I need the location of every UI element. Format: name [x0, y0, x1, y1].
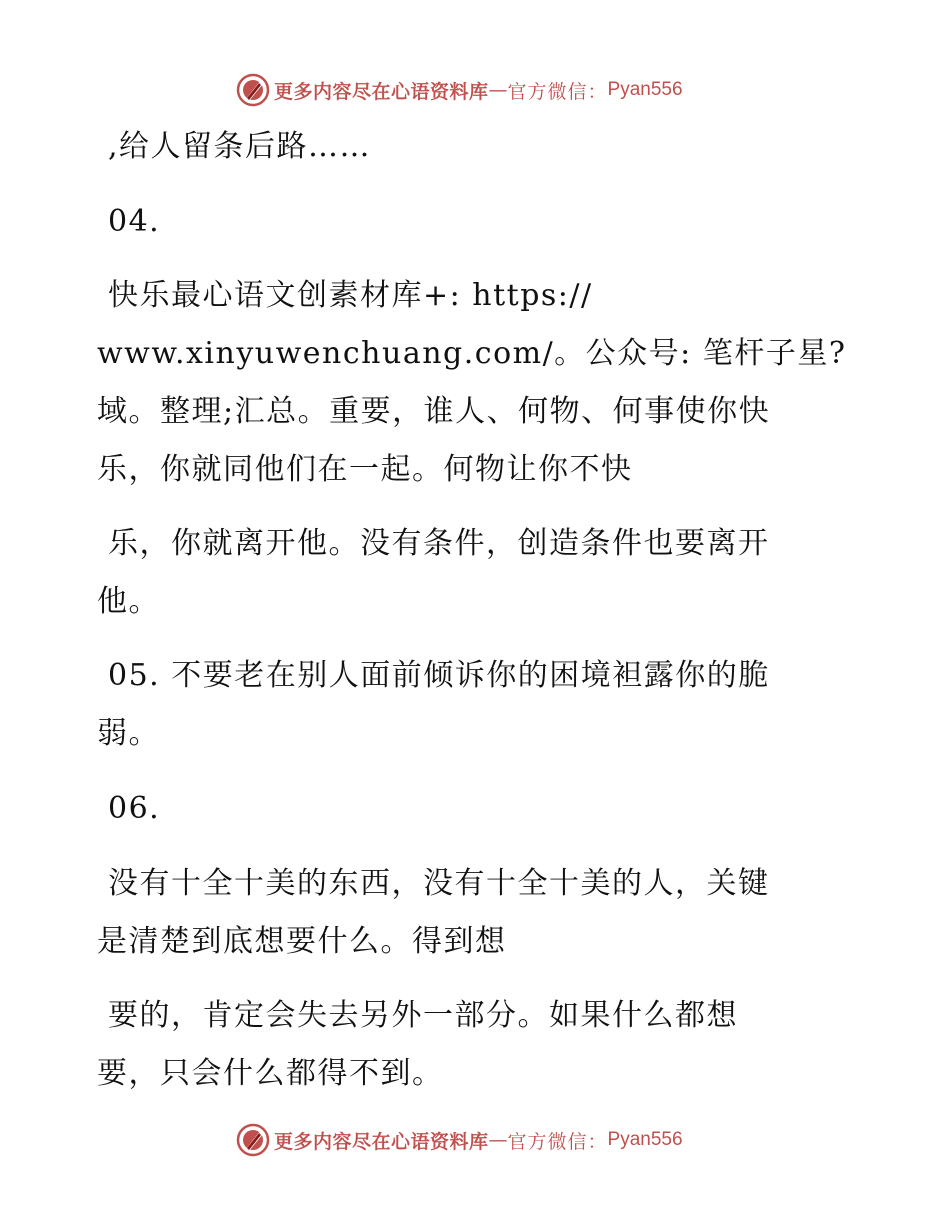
- body-line: 没有十全十美的东西，没有十全十美的人，关键: [108, 866, 770, 901]
- footer-banner-wechat-id: Pyan556: [607, 1129, 683, 1150]
- body-line: 要，只会什么都得不到。: [97, 1056, 444, 1091]
- body-line: www.xinyuwenchuang.com/。公众号: 笔杆子星?: [97, 336, 847, 371]
- body-line: 域。整理;汇总。重要，谁人、何物、何事使你快: [97, 394, 771, 429]
- body-line: 乐，你就离开他。没有条件，创造条件也要离开: [108, 526, 770, 561]
- pen-circle-logo-icon: [236, 1123, 270, 1157]
- header-banner-wechat-label: 官方微信：: [507, 80, 608, 103]
- body-line: 是清楚到底想要什么。得到想: [97, 924, 507, 959]
- body-line: 弱。: [97, 716, 160, 751]
- body-line: 05. 不要老在别人面前倾诉你的困境袒露你的脆: [108, 658, 770, 693]
- footer-banner-main-text: 更多内容尽在心语资料库: [274, 1130, 489, 1153]
- header-banner: [236, 72, 683, 108]
- body-line: 要的，肯定会失去另外一部分。如果什么都想: [108, 998, 738, 1033]
- pen-circle-logo-icon: [236, 73, 270, 107]
- body-line: 04.: [108, 204, 161, 239]
- body-line: ,给人留条后路……: [108, 129, 372, 164]
- body-line: 06.: [108, 791, 161, 826]
- header-banner-wechat-id: Pyan556: [607, 79, 683, 100]
- header-banner-main-text: 更多内容尽在心语资料库: [274, 80, 489, 103]
- footer-banner-wechat-label: 官方微信：: [507, 1130, 608, 1153]
- body-line: 他。: [97, 584, 160, 619]
- body-line: 乐，你就同他们在一起。何物让你不快: [97, 452, 633, 487]
- footer-banner-separator: —: [488, 1129, 508, 1151]
- footer-banner: [236, 1122, 683, 1158]
- header-banner-separator: —: [488, 79, 508, 101]
- body-line: 快乐最心语文创素材库+: https://: [108, 278, 593, 313]
